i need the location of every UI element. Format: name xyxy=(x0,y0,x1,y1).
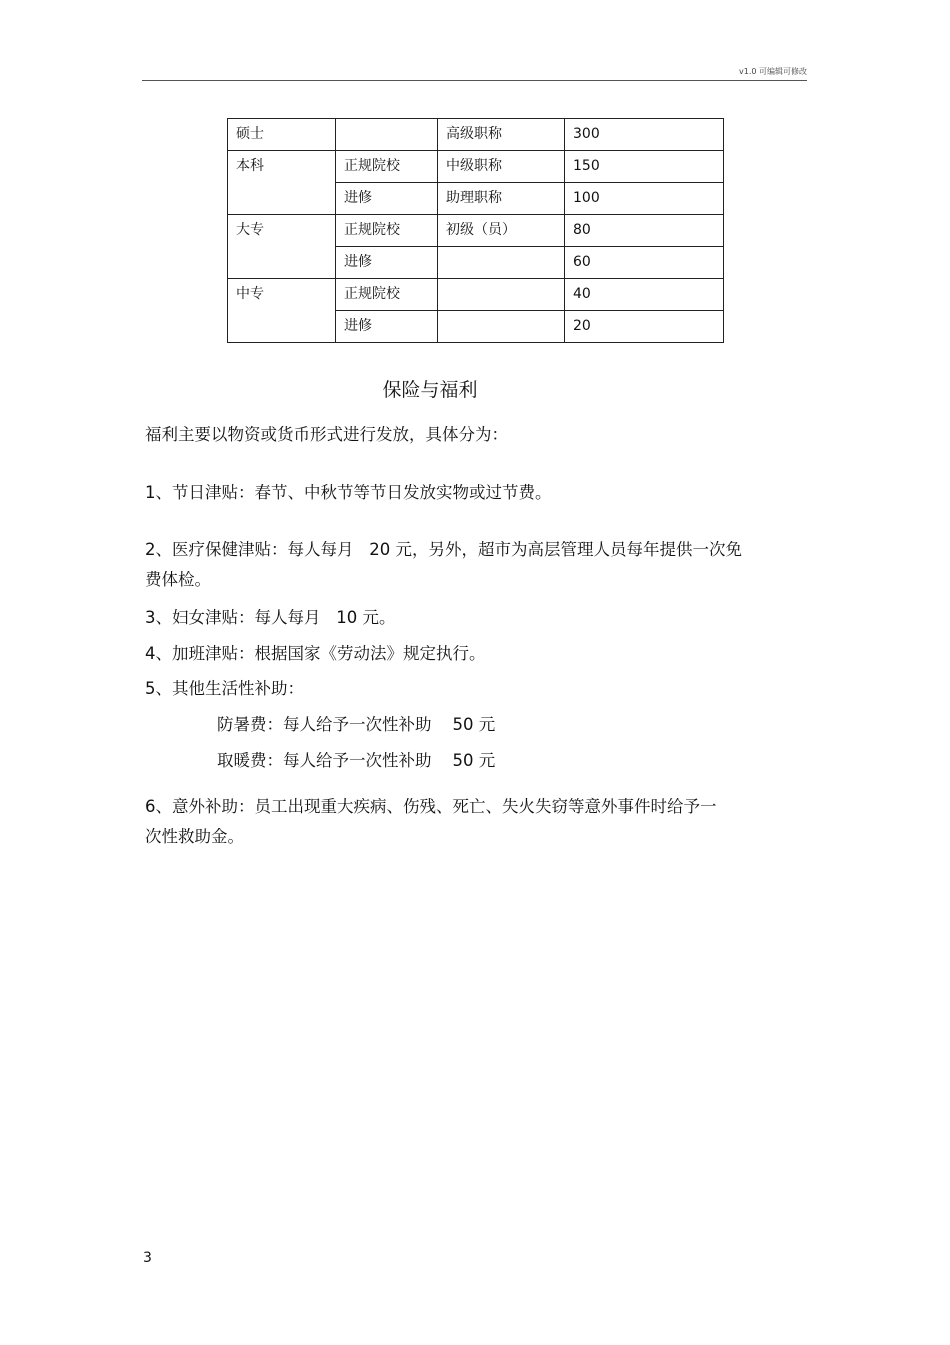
table-cell xyxy=(438,279,565,311)
table-cell: 60 xyxy=(565,247,724,279)
table-cell: 进修 xyxy=(336,183,438,215)
table-cell: 100 xyxy=(565,183,724,215)
allowance-table xyxy=(227,118,724,343)
table-cell: 正规院校 xyxy=(336,151,438,183)
table-row xyxy=(228,151,724,183)
section-title: 保险与福利 xyxy=(382,379,478,401)
table-cell: 40 xyxy=(565,279,724,311)
list-item-3: 3、妇女津贴：每人每月 10 元。 xyxy=(145,608,396,627)
intro-paragraph: 福利主要以物资或货币形式进行发放，具体分为： xyxy=(145,425,508,444)
table-cell: 80 xyxy=(565,215,724,247)
table-cell xyxy=(438,311,565,343)
page-number: 3 xyxy=(143,1250,152,1266)
list-item-4: 4、加班津贴：根据国家《劳动法》规定执行。 xyxy=(145,644,486,663)
table-cell: 正规院校 xyxy=(336,215,438,247)
table-cell: 本科 xyxy=(228,151,336,215)
table-cell xyxy=(438,247,565,279)
table-cell: 正规院校 xyxy=(336,279,438,311)
list-item-1: 1、节日津贴：春节、中秋节等节日发放实物或过节费。 xyxy=(145,483,552,502)
table-cell: 300 xyxy=(565,119,724,151)
list-item-6-line-2: 次性救助金。 xyxy=(145,827,244,846)
table-row xyxy=(228,119,724,151)
table-cell: 进修 xyxy=(336,247,438,279)
table-cell: 初级（员） xyxy=(438,215,565,247)
table-cell: 助理职称 xyxy=(438,183,565,215)
list-item-6-line-1: 6、意外补助：员工出现重大疾病、伤残、死亡、失火失窃等意外事件时给予一 xyxy=(145,797,717,816)
header-rule xyxy=(142,80,807,81)
header-version-text: v1.0 可编辑可修改 xyxy=(739,67,807,76)
list-item-2-line-2: 费体检。 xyxy=(145,570,211,589)
table-row xyxy=(228,279,724,311)
table-cell: 中专 xyxy=(228,279,336,343)
list-item-5-sub-1: 防暑费：每人给予一次性补助 50 元 xyxy=(217,715,496,734)
table-cell: 150 xyxy=(565,151,724,183)
list-item-5-sub-2: 取暖费：每人给予一次性补助 50 元 xyxy=(217,751,496,770)
table-cell: 中级职称 xyxy=(438,151,565,183)
table-cell: 20 xyxy=(565,311,724,343)
table-cell: 硕士 xyxy=(228,119,336,151)
list-item-2-line-1: 2、医疗保健津贴：每人每月 20 元，另外，超市为高层管理人员每年提供一次免 xyxy=(145,540,742,559)
list-item-5: 5、其他生活性补助： xyxy=(145,679,304,698)
table-row xyxy=(228,215,724,247)
table-cell: 大专 xyxy=(228,215,336,279)
table-cell: 进修 xyxy=(336,311,438,343)
table-cell: 高级职称 xyxy=(438,119,565,151)
table-cell xyxy=(336,119,438,151)
